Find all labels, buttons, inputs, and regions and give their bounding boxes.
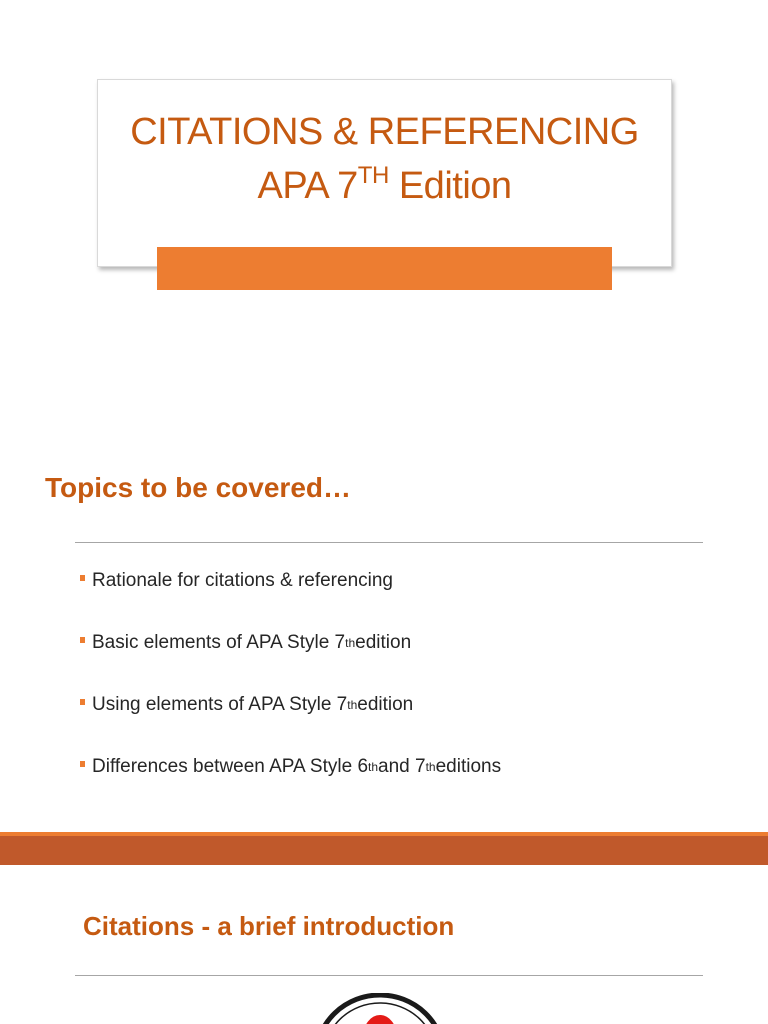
list-item-text: Rationale for citations & referencing bbox=[92, 570, 393, 591]
title-line-2 bbox=[98, 164, 671, 208]
list-item: Using elements of APA Style 7 th edition bbox=[80, 691, 413, 719]
list-item-text: Basic elements of APA Style 7 bbox=[92, 632, 346, 653]
slide-separator bbox=[0, 836, 768, 865]
list-item-text-end: editions bbox=[435, 756, 502, 777]
square-bullet-icon bbox=[80, 575, 85, 581]
title-box bbox=[97, 79, 672, 267]
citations-heading: Citations - a brief introduction bbox=[83, 911, 455, 941]
list-item-text-end: edition bbox=[355, 632, 412, 653]
list-item-text-end: edition bbox=[357, 694, 414, 715]
list-item bbox=[80, 567, 393, 595]
list-item: Differences between APA Style 6 th and 7 th editions bbox=[80, 753, 501, 781]
citations-slide bbox=[0, 865, 768, 1024]
title-accent-bar bbox=[157, 247, 612, 290]
heading-divider bbox=[75, 975, 703, 976]
topics-slide bbox=[0, 420, 768, 832]
list-item-text-mid: and 7 bbox=[378, 756, 426, 777]
circular-logo-icon bbox=[300, 993, 460, 1024]
square-bullet-icon bbox=[80, 699, 85, 705]
title-edition: Edition bbox=[388, 165, 512, 207]
list-item-text: Using elements of APA Style 7 bbox=[92, 694, 348, 715]
list-item-text: Differences between APA Style 6 bbox=[92, 756, 369, 777]
title-slide bbox=[0, 0, 768, 420]
topics-heading: Topics to be covered… bbox=[45, 472, 351, 503]
list-item: Basic elements of APA Style 7 th edition bbox=[80, 629, 411, 657]
heading-divider bbox=[75, 542, 703, 543]
title-apa: APA 7 bbox=[257, 165, 358, 207]
title-line-1: CITATIONS & REFERENCING bbox=[130, 111, 639, 153]
title-superscript: TH bbox=[357, 162, 389, 189]
square-bullet-icon bbox=[80, 637, 85, 643]
square-bullet-icon bbox=[80, 761, 85, 767]
